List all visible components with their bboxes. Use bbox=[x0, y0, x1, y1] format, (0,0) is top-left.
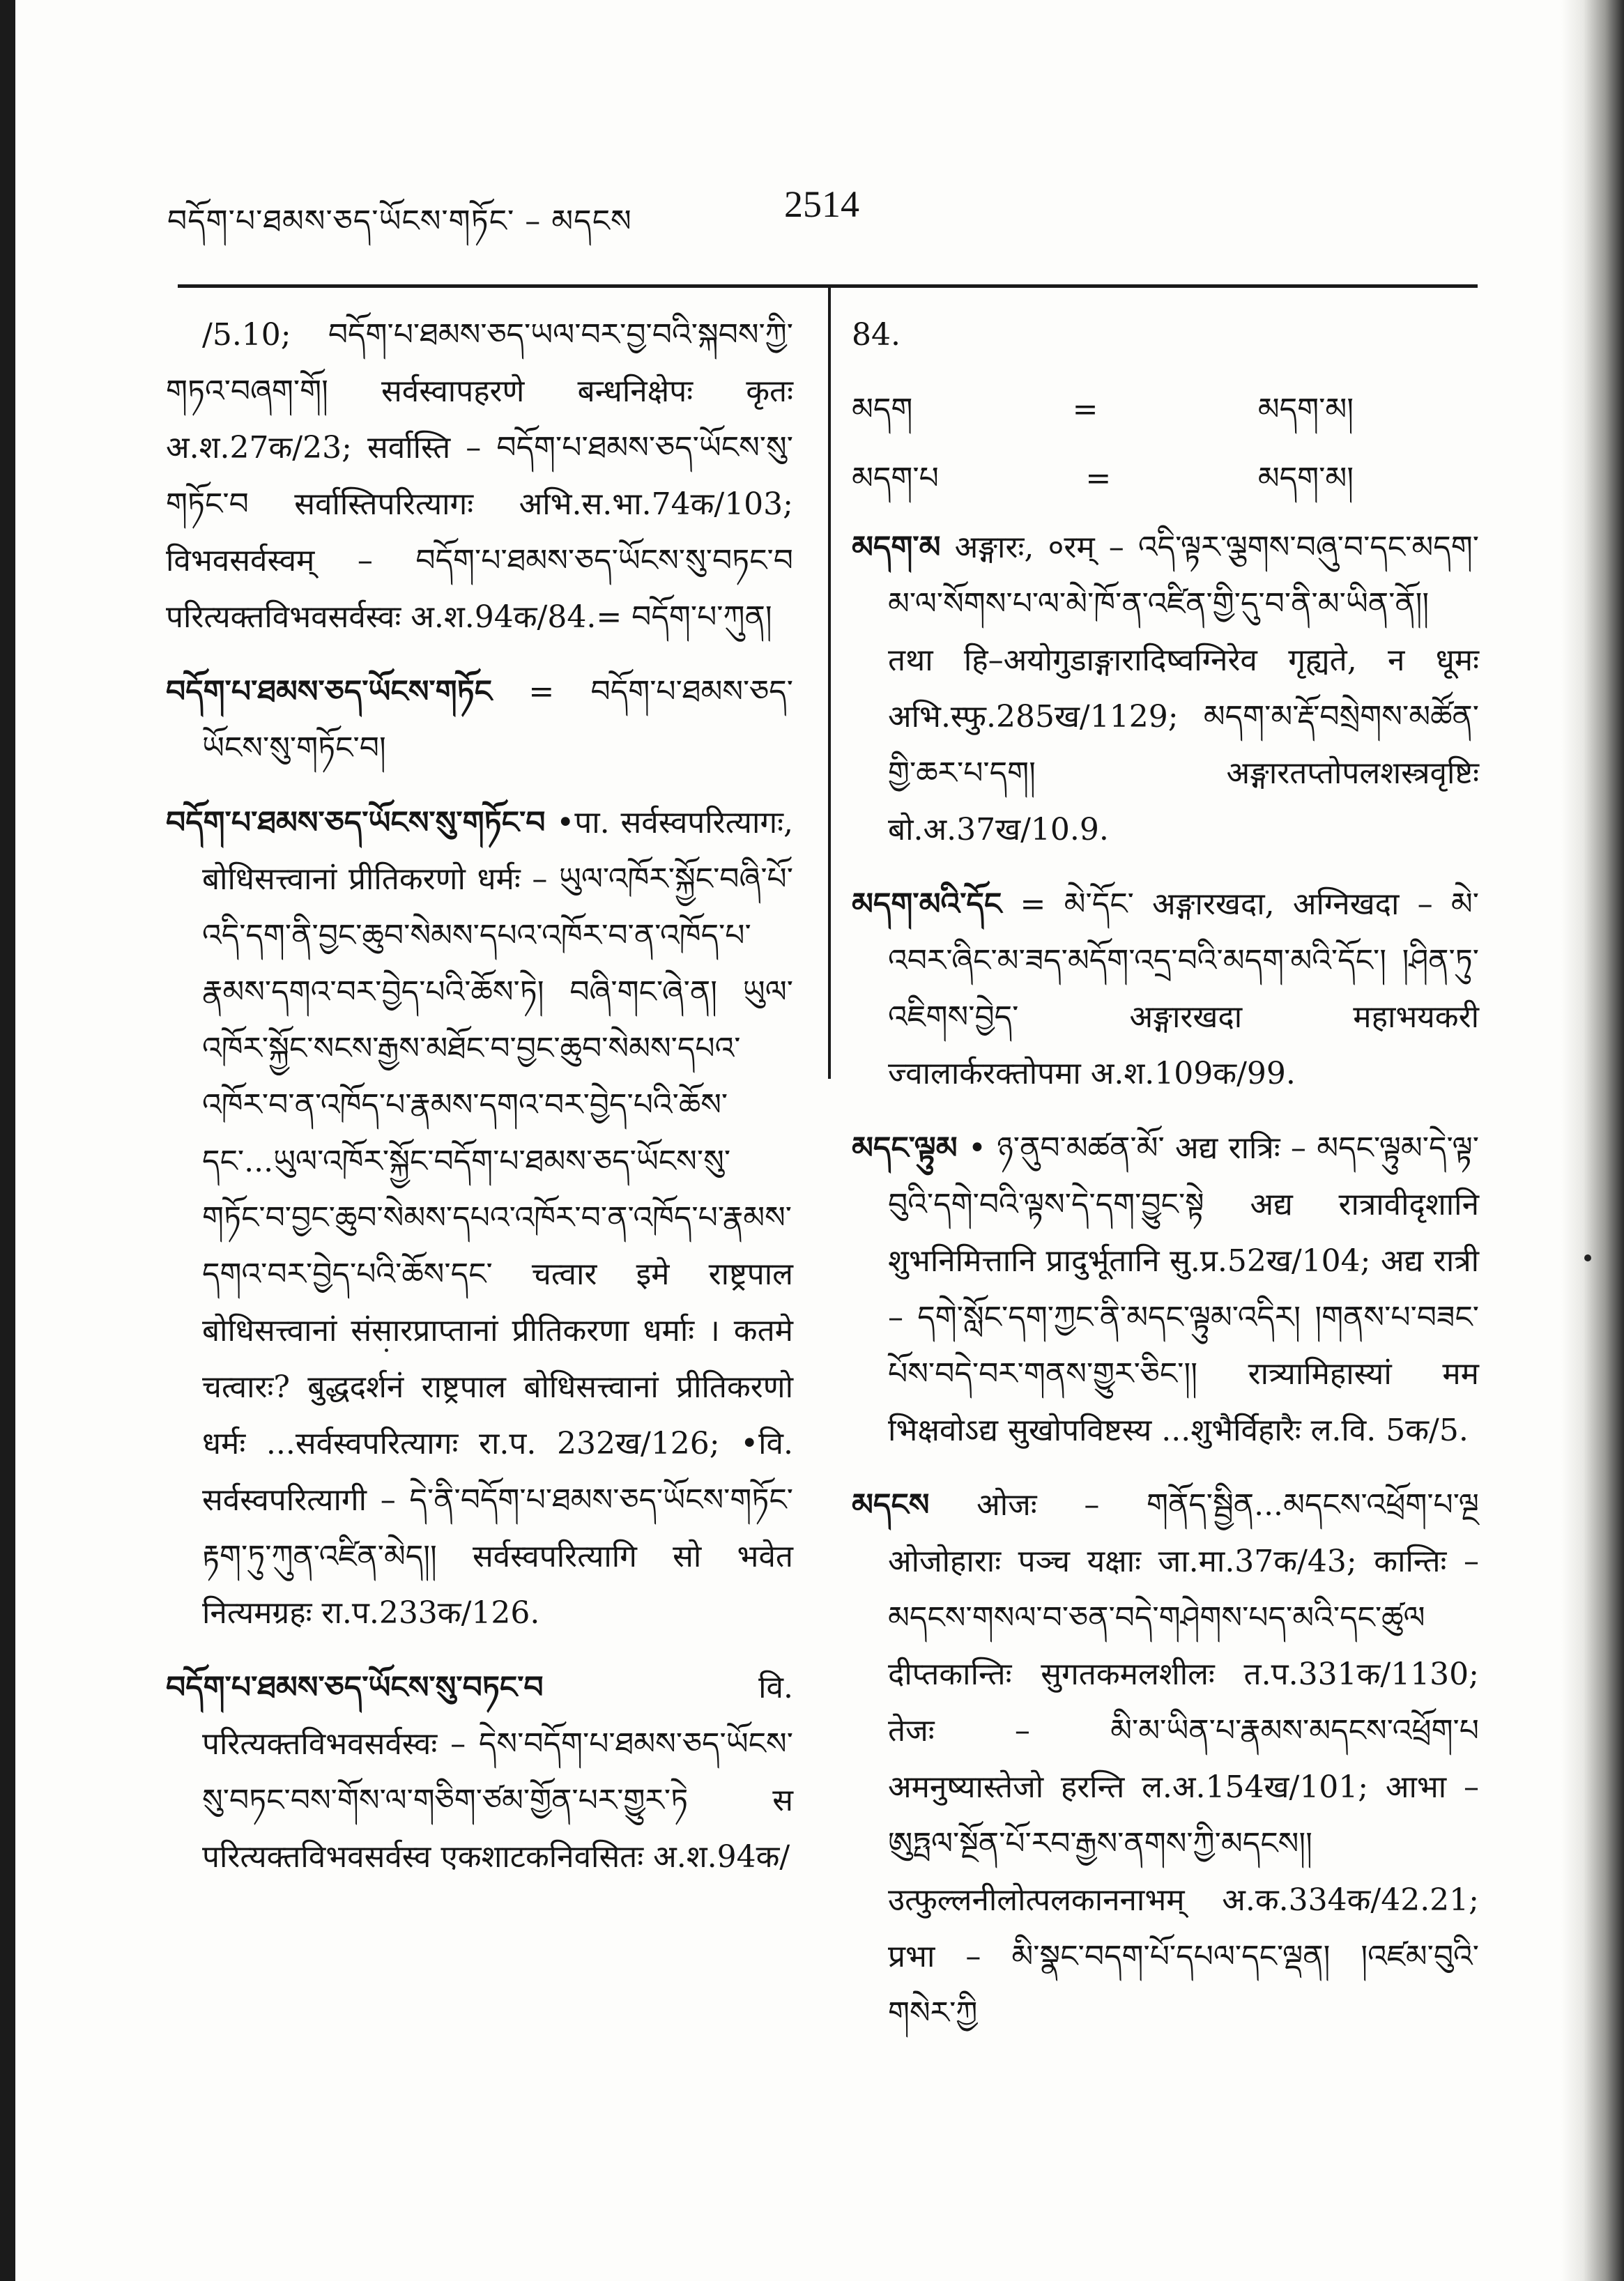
entry-headword: མདག་མ bbox=[852, 530, 941, 565]
page-number: 2514 bbox=[784, 183, 859, 225]
dictionary-entry bbox=[852, 1477, 1479, 2041]
entry-headword: བདོག་པ་ཐམས་ཅད་ཡོངས་སུ་གཏོང་བ bbox=[166, 805, 546, 840]
dictionary-entry bbox=[166, 1659, 793, 1885]
scan-speck bbox=[1584, 1254, 1591, 1261]
entry-headword: བདོག་པ་ཐམས་ཅད་ཡོངས་སུ་བཏང་བ bbox=[166, 1670, 544, 1705]
right-continuation: 84. bbox=[852, 317, 901, 353]
entry-body: अङ्गारः, ०रम् – འདི་ལྟར་ལྕགས་བཞུ་བ་དང་མདག་མ་ལ་སོགས་པ་ལ་མེ་ཁོ་ན་འཛིན་གྱི་དུ་བ་ནི་མ་ཡིན་ནོ།། तथा हि–अयोगुडाङ्गारादिष्वग्निरेव गृह्यते, न धूमः अभि.स्फु.285ख/1129; མདག་མ་རྡོ་བསྲེགས་མཚོན་གྱི་ཆར་པ་དག། अङ्गारतप्तोपलशस्त्रवृष्टिः बो.अ.37ख/10.9. bbox=[888, 530, 1479, 847]
dictionary-entry bbox=[852, 519, 1479, 858]
cross-ref-entry bbox=[852, 381, 1354, 438]
scan-speck bbox=[385, 1349, 388, 1352]
left-column bbox=[166, 307, 793, 1903]
scan-left-edge bbox=[0, 0, 15, 2281]
equals-sign: = bbox=[1085, 461, 1112, 496]
left-continuation: /5.10; བདོག་པ་ཐམས་ཅད་ཡལ་བར་བྱ་བའི་སྐབས་ཀྱི་གཏའ་བཞག་གོ། सर्वस्वापहरणे बन्धनिक्षेपः कृतः अ.श.27क/23; सर्वास्ति – བདོག་པ་ཐམས་ཅད་ཡོངས་སུ་གཏོང་བ सर्वास्तिपरित्यागः अभि.स.भा.74क/103; विभवसर्वस्वम् – བདོག་པ་ཐམས་ཅད་ཡོངས་སུ་བཏང་བ परित्यक्तविभवसर्वस्वः अ.श.94क/84.= བདོག་པ་ཀུན། bbox=[166, 317, 793, 635]
cross-ref-target: མདག་མ། bbox=[1257, 392, 1354, 427]
entry-headword: བདོག་པ་ཐམས་ཅད་ཡོངས་གཏོང bbox=[166, 674, 493, 709]
entry-body: = བདོག་པ་ཐམས་ཅད་ཡོངས་སུ་གཏོང་བ། bbox=[202, 674, 793, 766]
entry-body: • ཉ་ནུབ་མཚན་མོ་ अद्य रात्रिः – མདང་ལྟུམ་དེ་ལྟ་བུའི་དགེ་བའི་ལྟས་དེ་དག་བྱུང་སྟེ अद्य रात्रावीदृशानि शुभनिमित्तानि प्रादुर्भूतानि सु.प्र.52ख/104; अद्य रात्री – དགེ་སློང་དག་ཀྱང་ནི་མདང་ལྟུམ་འདིར། །གནས་པ་བཟང་པོས་བདེ་བར་གནས་གྱུར་ཅིང་།། रात्र्यामिहास्यां मम भिक्षवोऽद्य सुखोपविष्टस्य ...शुभैर्विहारैः ल.वि. 5क/5. bbox=[888, 1130, 1479, 1448]
entry-body: ओजः – གནོད་སྦྱིན...མདངས་འཕྲོག་པ་ལྔ ओजोहाराः पञ्च यक्षाः जा.मा.37क/43; कान्तिः – མདངས་གསལ་བ་ཅན་བདེ་གཤེགས་པད་མའི་དང་ཚུལ दीप्तकान्तिः सुगतकमलशीलः त.प.331क/1130; तेजः – མི་མ་ཡིན་པ་རྣམས་མདངས་འཕྲོག་པ अमनुष्यास्तेजो हरन्ति ल.अ.154ख/101; आभा – ཨུཏྤལ་སྔོན་པོ་རབ་རྒྱས་ནགས་ཀྱི་མདངས།། उत्फुल्लनीलोत्पलकाननाभम् अ.क.334क/42.21; प्रभा – མི་སྣང་བདག་པོ་དཔལ་དང་ལྡན། །འཛམ་བུའི་གསེར་ཀྱི bbox=[888, 1487, 1479, 2031]
entry-headword: མདག་མའི་དོང bbox=[852, 886, 1002, 922]
dictionary-entry bbox=[852, 876, 1479, 1102]
entry-headword: མདག་པ bbox=[852, 461, 939, 496]
entry-headword: མདངས bbox=[852, 1487, 930, 1523]
dictionary-entry bbox=[852, 1120, 1479, 1459]
entry-body: •पा. सर्वस्वपरित्यागः, बोधिसत्त्वानां प्रीतिकरणो धर्मः – ཡུལ་འཁོར་སྐྱོང་བཞི་པོ་འདི་དག་ནི་བྱང་ཆུབ་སེམས་དཔའ་འཁོར་བ་ན་འཁོད་པ་རྣམས་དགའ་བར་བྱེད་པའི་ཆོས་ཏེ། བཞི་གང་ཞེ་ན། ཡུལ་འཁོར་སྐྱོང་སངས་རྒྱས་མཐོང་བ་བྱང་ཆུབ་སེམས་དཔའ་འཁོར་བ་ན་འཁོད་པ་རྣམས་དགའ་བར་བྱེད་པའི་ཆོས་དང་...ཡུལ་འཁོར་སྐྱོང་བདོག་པ་ཐམས་ཅད་ཡོངས་སུ་གཏོང་བ་བྱང་ཆུབ་སེམས་དཔའ་འཁོར་བ་ན་འཁོད་པ་རྣམས་དགའ་བར་བྱེད་པའི་ཆོས་དང་ चत्वार इमे राष्ट्रपाल बोधिसत्त्वानां संसारप्राप्तानां प्रीतिकरणा धर्माः । कतमे चत्वारः? बुद्धदर्शनं राष्ट्रपाल बोधिसत्त्वानां प्रीतिकरणो धर्मः ...सर्वस्वपरित्यागः रा.प. 232ख/126; •वि. सर्वस्वपरित्यागी – དེ་ནི་བདོག་པ་ཐམས་ཅད་ཡོངས་གཏོང་རྟག་ཏུ་ཀུན་འཛིན་མེད།། सर्वस्वपरित्यागि सो भवेत नित्यमग्रहः रा.प.233क/126. bbox=[202, 805, 793, 1631]
dictionary-entry bbox=[166, 663, 793, 776]
dictionary-entry bbox=[166, 794, 793, 1641]
entry-headword: མདག bbox=[852, 392, 913, 427]
equals-sign: = bbox=[1072, 392, 1098, 427]
cross-ref-target: མདག་མ། bbox=[1257, 461, 1354, 496]
right-column bbox=[852, 307, 1479, 2059]
column-divider bbox=[828, 288, 831, 1079]
running-head: བདོག་པ་ཐམས་ཅད་ཡོངས་གཏོང་ – མདངས bbox=[167, 203, 632, 239]
entry-body: = མེ་དོང་ अङ्गारखदा, अग्निखदा – མེ་འབར་ཞིང་མ་ཟད་མདོག་འདྲ་བའི་མདག་མའི་དོང་། །ཤིན་ཏུ་འཇིགས་བྱེད་ अङ्गारखदा महाभयकरी ज्वालार्करक्तोपमा अ.श.109क/99. bbox=[888, 886, 1479, 1091]
cross-ref-entry bbox=[852, 450, 1354, 507]
entry-headword: མདང་ལྟུམ bbox=[852, 1130, 958, 1166]
entry-body: वि. परित्यक्तविभवसर्वस्वः – དེས་བདོག་པ་ཐམས་ཅད་ཡོངས་སུ་བཏང་བས་གོས་ལ་གཅིག་ཙམ་གྱོན་པར་གྱུར་ཏེ स परित्यक्तविभवसर्वस्व एकशाटकनिवसितः अ.श.94क/ bbox=[202, 1670, 793, 1875]
scan-right-edge bbox=[1561, 0, 1624, 2281]
